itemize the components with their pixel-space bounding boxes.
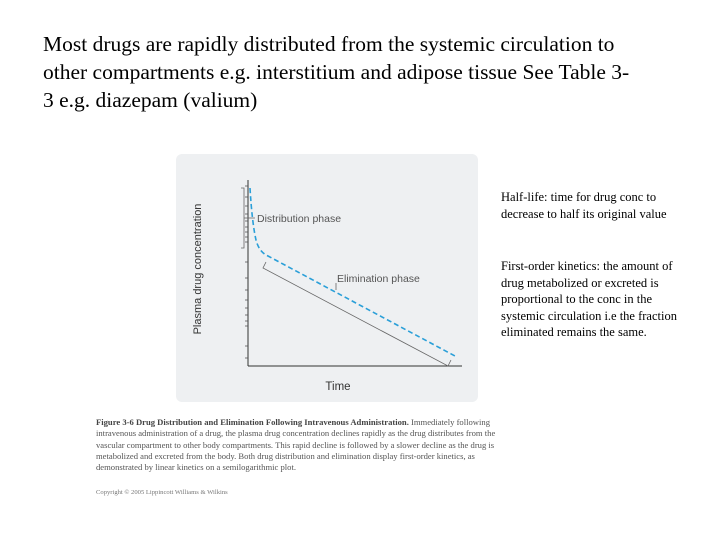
half-life-line-1: Half-life: time for drug conc to bbox=[501, 190, 657, 204]
copyright-notice: Copyright © 2005 Lippincott Williams & Wilkins bbox=[96, 489, 228, 496]
half-life-note bbox=[501, 189, 706, 222]
caption-line-4: metabolized and excreted from the body. Both drug distribution and elimination display first-order kinetics, as bbox=[96, 450, 475, 461]
caption-first-rest: Immediately following bbox=[408, 417, 490, 427]
first-order-line-2: drug metabolized or excreted is bbox=[501, 275, 659, 290]
figure-caption bbox=[96, 417, 566, 473]
distribution-phase-label: Distribution phase bbox=[257, 213, 342, 225]
heading-line-3: 3 e.g. diazepam (valium) bbox=[43, 88, 258, 112]
caption-line-1 bbox=[96, 417, 566, 428]
y-axis-label-container bbox=[178, 184, 228, 354]
half-life-line-2: decrease to half its original value bbox=[501, 206, 667, 221]
heading-line-2: other compartments e.g. interstitium and adipose tissue See Table 3- bbox=[43, 60, 630, 84]
elimination-phase-label: Elimination phase bbox=[337, 273, 420, 285]
caption-title: Figure 3-6 Drug Distribution and Elimination Following Intravenous Administration. bbox=[96, 417, 409, 427]
y-axis-label: Plasma drug concentration bbox=[192, 203, 204, 335]
caption-line-5: demonstrated by linear kinetics on a semilogarithmic plot. bbox=[96, 462, 296, 473]
caption-line-3: vascular compartment to other body compartments. This rapid decline is followed by a slower decline as the drug is bbox=[96, 439, 495, 450]
first-order-line-3: proportional to the conc in the bbox=[501, 292, 653, 306]
first-order-line-5: eliminated remains the same. bbox=[501, 325, 647, 339]
caption-line-2: intravenous administration of a drug, the plasma drug concentration declines rapidly as the drug distributes from the bbox=[96, 428, 496, 439]
first-order-line-1: First-order kinetics: the amount of bbox=[501, 259, 673, 273]
first-order-note bbox=[501, 258, 706, 341]
first-order-line-4: systemic circulation i.e the fraction bbox=[501, 308, 677, 323]
x-axis-label: Time bbox=[325, 381, 351, 393]
heading-line-1: Most drugs are rapidly distributed from the systemic circulation to bbox=[43, 32, 615, 56]
